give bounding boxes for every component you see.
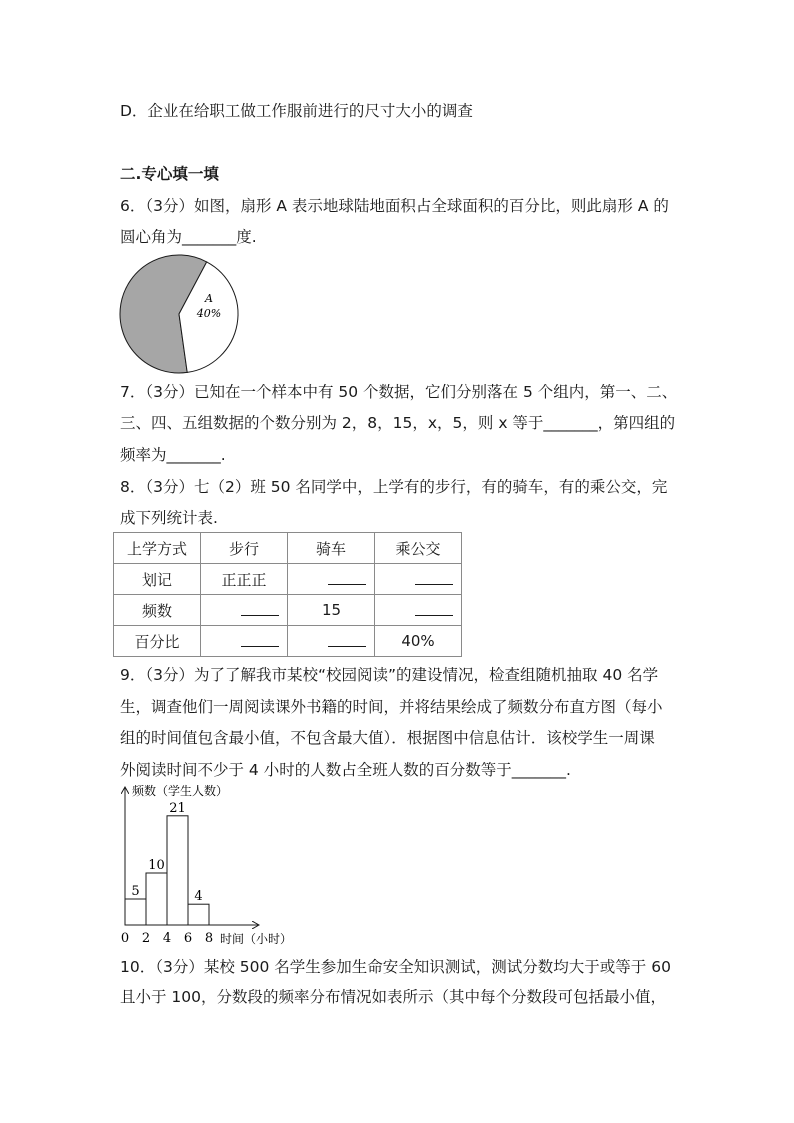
q7-line3: 频率为_______. (120, 446, 226, 464)
x-tick-label: 2 (141, 931, 151, 946)
blank-cell (288, 626, 375, 657)
section-title: 二.专心填一填 (120, 165, 219, 183)
blank-cell (375, 564, 462, 595)
bar-value-label: 21 (169, 800, 186, 816)
q6-line2: 圆心角为_______度. (120, 228, 257, 246)
x-tick-label: 6 (183, 931, 193, 946)
row-label: 划记 (114, 564, 201, 595)
q9-line2: 生，调查他们一周阅读课外书籍的时间，并将结果绘成了频数分布直方图（每小 (120, 698, 663, 716)
blank-cell (201, 595, 288, 626)
q10-line1: 10．（3分）某校 500 名学生参加生命安全知识测试，测试分数均大于或等于 60 (120, 958, 671, 976)
header-cell: 上学方式 (114, 533, 201, 564)
y-axis-label: 频数（学生人数） (132, 784, 229, 798)
bar-value-label: 5 (131, 884, 140, 899)
x-tick-label: 4 (162, 931, 172, 946)
q7-line1: 7．（3分）已知在一个样本中有 50 个数据，它们分别落在 5 个组内，第一、二、 (120, 383, 678, 401)
header-cell: 步行 (201, 533, 288, 564)
blank-cell (288, 564, 375, 595)
q9-histogram (112, 782, 312, 950)
blank-cell (375, 595, 462, 626)
q8-stats-table (113, 532, 462, 657)
q6-line1: 6．（3分）如图，扇形 A 表示地球陆地面积占全球面积的百分比，则此扇形 A 的 (120, 197, 669, 215)
histogram-bar (167, 816, 188, 925)
q9-line1: 9．（3分）为了了解我市某校“校园阅读”的建设情况，检查组随机抽取 40 名学 (120, 666, 659, 684)
table-cell: 40% (375, 626, 462, 657)
histogram-bar (146, 873, 167, 925)
table-row (114, 595, 462, 626)
table-cell: 15 (288, 595, 375, 626)
x-tick-label: 0 (120, 931, 130, 946)
q6-pie-chart (115, 254, 245, 374)
x-tick-label: 8 (204, 931, 214, 946)
q10-line2: 且小于 100，分数段的频率分布情况如表所示（其中每个分数段可包括最小值， (120, 988, 667, 1006)
blank-cell (201, 626, 288, 657)
q9-line4: 外阅读时间不少于 4 小时的人数占全班人数的百分数等于_______. (120, 761, 571, 779)
histogram-bar (188, 904, 209, 925)
table-row (114, 533, 462, 564)
q7-line2: 三、四、五组数据的个数分别为 2，8，15，x，5，则 x 等于_______，第四组的 (120, 414, 676, 432)
header-cell: 乘公交 (375, 533, 462, 564)
bar-value-label: 4 (194, 889, 203, 905)
table-cell: 正正正 (201, 564, 288, 595)
table-row (114, 564, 462, 595)
pie-slice-a-label: A (205, 292, 213, 305)
x-axis-label: 时间（小时） (220, 932, 293, 946)
q9-line3: 组的时间值包含最小值，不包含最大值）．根据图中信息估计．该校学生一周课 (120, 729, 655, 747)
q8-line1: 8．（3分）七（2）班 50 名同学中，上学有的步行，有的骑车，有的乘公交，完 (120, 478, 668, 496)
option-d-text: D．企业在给职工做工作服前进行的尺寸大小的调查 (120, 102, 473, 120)
pie-slice-a-value: 40% (196, 307, 222, 320)
q8-line2: 成下列统计表. (120, 509, 218, 527)
table-row (114, 626, 462, 657)
row-label: 频数 (114, 595, 201, 626)
row-label: 百分比 (114, 626, 201, 657)
histogram-bar (125, 899, 146, 925)
bar-value-label: 10 (148, 858, 165, 873)
header-cell: 骑车 (288, 533, 375, 564)
